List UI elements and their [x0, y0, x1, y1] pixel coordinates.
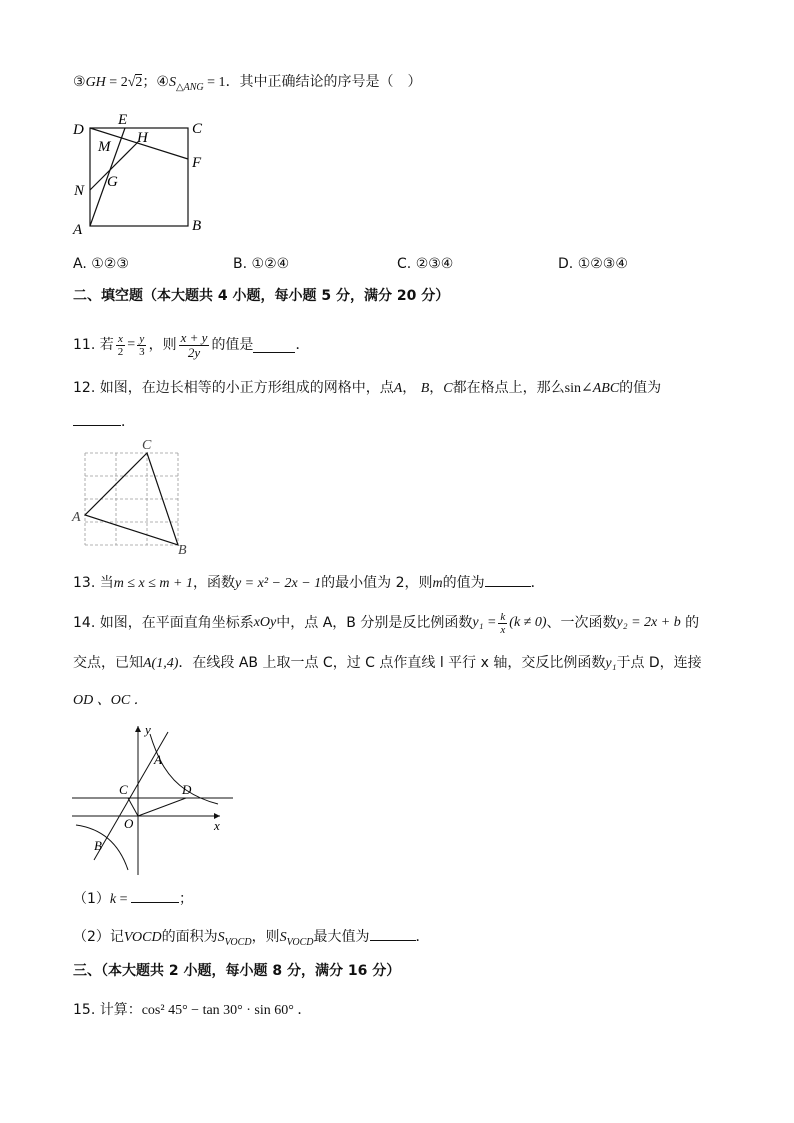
q12-line-2: [73, 411, 135, 432]
grid-label-b: B: [178, 543, 187, 556]
section-2-heading: 二、填空题（本大题共 4 小题，每小题 5 分，满分 20 分）: [73, 288, 450, 304]
q14-frac-kx: [498, 611, 507, 636]
q14-sub2-text-d: 最大值为: [313, 929, 370, 945]
q14-text-1d: 的: [685, 615, 700, 631]
q14-y2: y₂ = 2x + b: [616, 615, 681, 630]
option-b[interactable]: [233, 256, 289, 272]
label-m: M: [98, 139, 111, 155]
frac-num: y: [139, 332, 145, 345]
q14-k-condition: (k ≠ 0): [509, 615, 547, 630]
q13-number: 13.: [73, 575, 96, 591]
q14-sub2-text-b: 的面积为: [161, 929, 218, 945]
q13-answer-blank[interactable]: [485, 572, 531, 587]
option-d[interactable]: [558, 256, 628, 272]
q12-line: [73, 378, 661, 399]
area-symbol: S: [168, 75, 176, 90]
q14-line-1: [73, 606, 699, 640]
q13-inequality: m ≤ x ≤ m + 1: [113, 576, 193, 591]
q12-sin: sin∠: [564, 381, 593, 396]
option-d-letter: D.: [558, 256, 574, 272]
q13-line: [73, 572, 545, 594]
sqrt-radicand: 2: [135, 75, 143, 90]
q14-sub2-s-sub: VOCD: [224, 936, 252, 948]
area-subscript: △ANG: [175, 81, 204, 93]
gh-label: GH: [85, 75, 106, 90]
section-3-heading: 三、（本大题共 2 小题，每小题 8 分，满分 16 分）: [73, 963, 401, 979]
option-b-letter: B.: [233, 256, 248, 272]
q14-text-1a: 如图，在平面直角坐标系: [99, 615, 254, 631]
q14-sub2-end: ．: [415, 929, 430, 945]
option-a-letter: A.: [73, 256, 87, 272]
q14-sub2-label: （2）记: [73, 929, 124, 945]
q12-text-c: 的值为: [619, 380, 662, 396]
q14-xoy: xOy: [253, 615, 277, 630]
option-c-letter: C.: [397, 256, 412, 272]
q10-prompt: ．其中正确结论的序号是（ ）: [225, 74, 422, 90]
q11-number: 11.: [73, 337, 96, 353]
q11-line: 11. 若 $\frac{x}{2}$ = $\frac{y}{3}$ ，则 $\frac{x + y}{2y}$ 的值是 ．: [73, 329, 310, 360]
q12-sep2: ，: [429, 380, 444, 396]
q12-point-b: B: [420, 381, 430, 396]
q14-sub1-end: ；: [179, 891, 194, 907]
q14-coordinate-figure: [68, 720, 233, 880]
y-axis-arrow: [135, 726, 141, 732]
q14-text-2c: 于点 D，连接: [616, 655, 702, 671]
q12-point-c: C: [443, 381, 453, 396]
q11-ze: ，则: [148, 337, 177, 353]
q14-sub2-s: S: [217, 930, 225, 945]
q14-line-3: OD 、OC ．: [73, 693, 148, 708]
sqrt-sign: √: [127, 75, 136, 90]
q15-number: 15.: [73, 1002, 96, 1018]
label-point-b: B: [94, 838, 102, 853]
q12-text-a: 如图，在边长相等的小正方形组成的网格中，点: [99, 380, 394, 396]
hyperbola-branch-2: [76, 825, 128, 870]
q13-function: y = x² − 2x − 1: [234, 576, 322, 591]
q14-sub2-answer-blank[interactable]: [370, 926, 416, 941]
q14-sub2-s-sub-2: VOCD: [286, 936, 314, 948]
q14-point-a: A(1,4): [143, 656, 179, 671]
label-point-a: A: [154, 752, 162, 767]
label-h: H: [137, 130, 148, 146]
q14-sub1-k: k: [109, 892, 117, 907]
label-f: F: [192, 155, 202, 171]
q13-text-d: 的值为: [442, 575, 485, 591]
q14-sub1-eq: =: [116, 892, 132, 907]
label-y: y: [145, 722, 151, 737]
option-a[interactable]: [73, 256, 129, 272]
q10-square-figure: [70, 106, 215, 236]
q11-frac-target: [179, 331, 210, 360]
q12-sep1: ，: [402, 380, 417, 396]
frac-num: x: [118, 332, 123, 345]
label-c: C: [192, 121, 203, 137]
gh-eq: = 2: [105, 75, 128, 90]
q12-text-b: 都在格点上，那么: [452, 380, 565, 396]
q11-eq: =: [127, 337, 136, 352]
frac-num: x + y: [180, 329, 208, 345]
q11-ruo: 若: [99, 337, 114, 353]
segment-od: [138, 798, 186, 816]
q15-text: 计算：: [99, 1002, 142, 1018]
grid-label-a: A: [72, 510, 81, 525]
q10-conclusions-line: [73, 72, 422, 98]
label-point-c: C: [119, 782, 128, 797]
q12-grid: [85, 453, 178, 545]
separator: ；: [142, 74, 157, 90]
q11-answer-blank[interactable]: [253, 338, 295, 353]
grid-label-c: C: [142, 438, 152, 453]
q12-angle: ABC: [592, 381, 620, 396]
q13-m: m: [432, 576, 443, 591]
q14-sub1-answer-blank[interactable]: [131, 888, 179, 903]
q12-grid-figure: [70, 436, 195, 556]
segment-oc: [128, 798, 138, 816]
label-g: G: [107, 174, 118, 190]
label-d: D: [73, 122, 84, 138]
q13-text-c: 的最小值为 2，则: [321, 575, 433, 591]
frac-num: k: [500, 610, 506, 623]
q14-sub2-s-2: S: [279, 930, 287, 945]
q13-end: ．: [530, 575, 545, 591]
option-b-text: ①②④: [251, 256, 290, 272]
option-c-text: ②③④: [415, 256, 454, 272]
option-d-text: ①②③④: [577, 256, 628, 272]
label-n: N: [74, 183, 85, 199]
q14-y1: y₁ =: [472, 615, 497, 630]
q12-answer-blank[interactable]: [73, 411, 121, 426]
label-origin: O: [124, 816, 134, 831]
circled-4: ④: [156, 74, 169, 90]
frac-den: 2: [117, 345, 124, 358]
q14-text-2b: ．在线段 AB 上取一点 C，过 C 点作直线 l 平行 x 轴，交反比例函数: [178, 655, 606, 671]
q14-number: 14.: [73, 615, 96, 631]
q12-end: ．: [121, 414, 135, 430]
q11-frac-y3: [137, 333, 147, 358]
label-point-d: D: [182, 782, 192, 797]
q13-text-a: 当: [99, 575, 114, 591]
label-e: E: [118, 112, 128, 128]
area-eq: = 1: [203, 75, 226, 90]
q15-line: [73, 1000, 311, 1021]
q11-frac-x2: [116, 333, 126, 358]
q14-y1b: y₁: [605, 656, 617, 671]
q13-text-b: ，函数: [192, 575, 235, 591]
q14-text-2a: 交点，已知: [73, 655, 143, 671]
frac-den: 3: [139, 345, 145, 358]
q14-text-1b: 中，点 A，B 分别是反比例函数: [276, 615, 473, 631]
frac-den: 2y: [187, 344, 201, 360]
q14-sub1: [73, 888, 193, 910]
q14-sub2: [73, 926, 430, 953]
option-a-text: ①②③: [91, 256, 129, 272]
q11-tail: 的值是: [211, 337, 254, 353]
q14-sub2-triangle: VOCD: [123, 930, 162, 945]
q14-line-2: [73, 653, 702, 674]
label-a: A: [73, 222, 83, 236]
frac-den: x: [500, 623, 506, 636]
q14-text-1c: 、一次函数: [546, 615, 617, 631]
q14-sub1-label: （1）: [73, 891, 110, 907]
label-x: x: [214, 818, 220, 833]
q15-expression: cos² 45° − tan 30° · sin 60° ．: [141, 1003, 312, 1018]
circled-3: ③: [73, 74, 86, 90]
q14-sub2-text-c: ，则: [251, 929, 280, 945]
q12-point-a: A: [393, 381, 403, 396]
option-c[interactable]: [397, 256, 453, 272]
label-b: B: [192, 218, 202, 234]
q12-number: 12.: [73, 380, 96, 396]
